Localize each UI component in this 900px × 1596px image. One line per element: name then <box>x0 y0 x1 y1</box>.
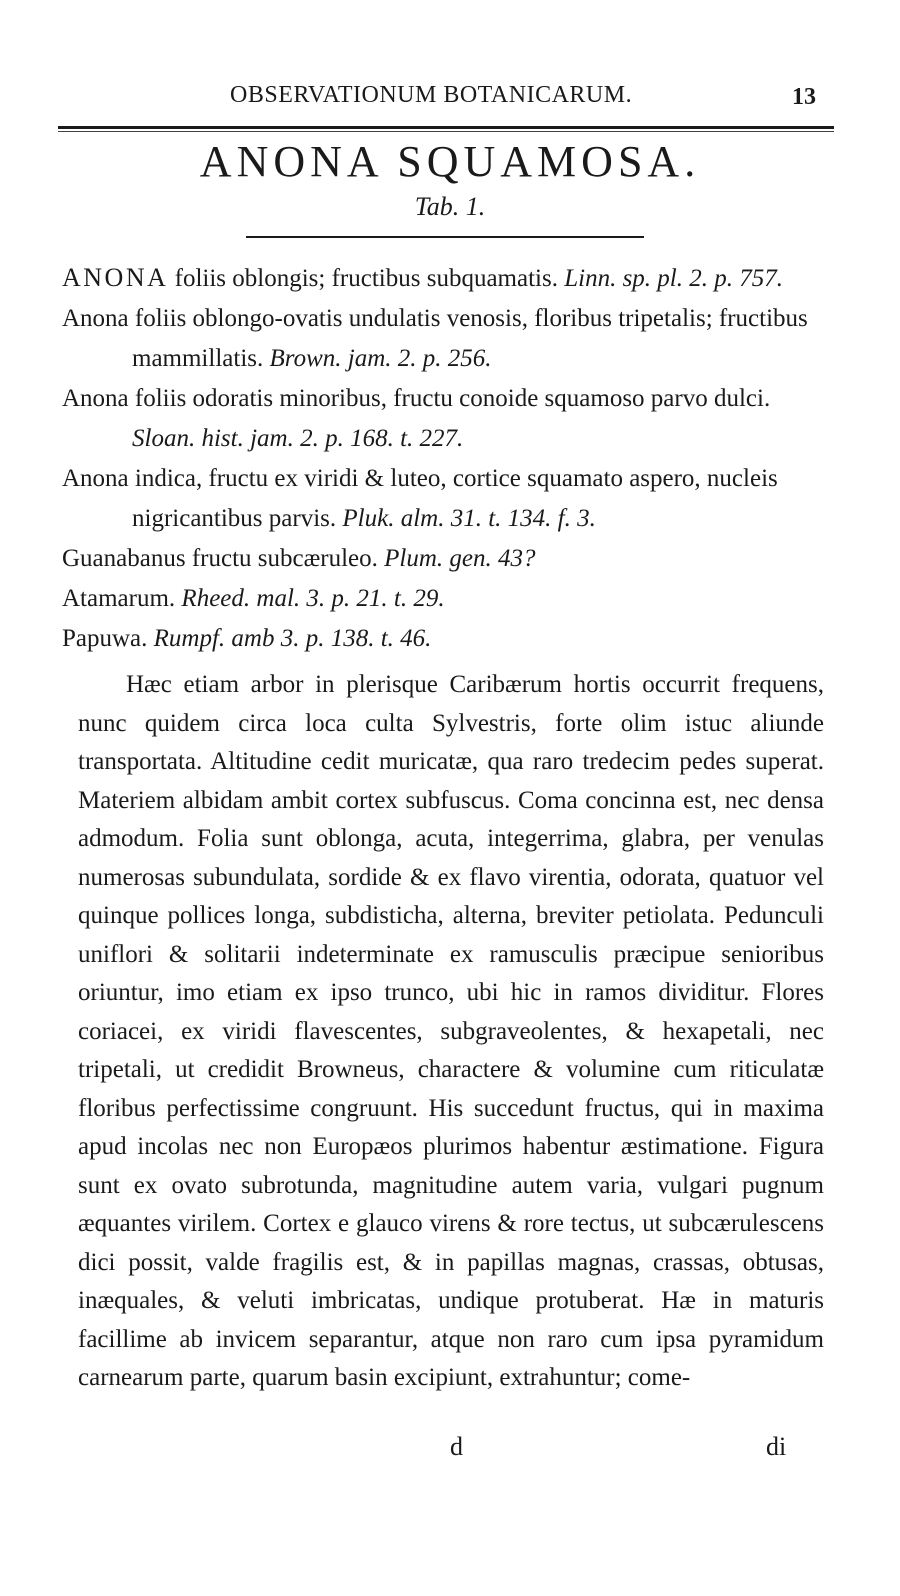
running-head <box>60 82 836 118</box>
running-title: OBSERVATIONUM BOTANICARUM. <box>230 82 633 108</box>
synonym-entry: Papuwa. Rumpf. amb 3. p. 138. t. 46. <box>62 625 432 652</box>
synonym-entry: ANONA foliis oblongis; fructibus subquamatis. Linn. sp. pl. 2. p. 757. <box>62 263 783 292</box>
citation: Rheed. mal. 3. p. 21. t. 29. <box>181 585 445 612</box>
citation: Sloan. hist. jam. 2. p. 168. t. 227. <box>132 425 464 452</box>
citation: Linn. sp. pl. 2. p. 757. <box>564 265 783 292</box>
plate-reference: Tab. 1. <box>414 192 486 221</box>
signature-mark: d <box>450 1432 463 1461</box>
synonym-entry: Anona indica, fructu ex viridi & luteo, cortice squamato aspero, nucleis nigricantibus parvis. Pluk. alm. 31. t. 134. f. 3. <box>62 465 778 532</box>
header-rule <box>58 126 834 129</box>
citation: Brown. jam. 2. p. 256. <box>269 345 492 372</box>
catchword: di <box>766 1432 787 1461</box>
synonym-entry: Anona foliis odoratis minoribus, fructu conoide squamoso parvo dulci. Sloan. hist. jam. 2. p. 168. t. 227. <box>62 385 771 452</box>
page-number: 13 <box>792 84 816 110</box>
section-title: ANONA SQUAMOSA. <box>199 137 701 186</box>
synonym-entry: Atamarum. Rheed. mal. 3. p. 21. t. 29. <box>62 585 445 612</box>
citation: Plum. gen. 43? <box>384 545 536 572</box>
header-rule-thin <box>58 131 834 132</box>
description-paragraph: Hæc etiam arbor in plerisque Caribærum hortis occurrit frequens, nunc quidem circa loca culta Sylvestris, forte olim istuc aliunde transportata. Altitudine cedit muricatæ, qua raro tredecim pedes superat. Materiem albidam ambit cortex subfuscus. Coma concinna est, nec densa admodum. Folia sunt oblonga, acuta, integerrima, glabra, per venulas numerosas subundulata, sordide & ex flavo virentia, odorata, quatuor vel quinque pollices longa, subdisticha, alterna, breviter petiolata. Pedunculi uniflori & solitarii indeterminate ex ramusculis præcipue senioribus oriuntur, imo etiam ex ipso trunco, ubi hic in ramos dividitur. Flores coriacei, ex viridi flavescentes, subgraveolentes, & hexapetali, nec tripetali, ut credidit Browneus, charactere & volumine cum riticulatæ floribus perfectissime congruunt. His succedunt fructus, qui in maxima apud incolas nec non Europæos plurimos habentur æstimatione. Figura sunt ex ovato subrotunda, magnitudine autem varia, vulgari pugnum æquantes virilem. Cortex e glauco virens & rore tectus, ut subcærulescens dici possit, valde fragilis est, & in papillas magnas, crassas, obtusas, inæquales, & veluti imbricatas, undique protuberat. Hæ in maturis facillime ab invicem separantur, atque non raro cum ipsa pyramidum carnearum parte, quarum basin excipiunt, extrahuntur; come- <box>78 671 824 1391</box>
synonym-list <box>62 258 832 659</box>
synonym-entry: Guanabanus fructu subcæruleo. Plum. gen. 43? <box>62 545 536 572</box>
citation: Pluk. alm. 31. t. 134. f. 3. <box>342 505 596 532</box>
synonym-entry: Anona foliis oblongo-ovatis undulatis venosis, floribus tripetalis; fructibus mammillatis. Brown. jam. 2. p. 256. <box>62 305 808 372</box>
title-rule <box>246 236 644 238</box>
citation: Rumpf. amb 3. p. 138. t. 46. <box>153 625 432 652</box>
